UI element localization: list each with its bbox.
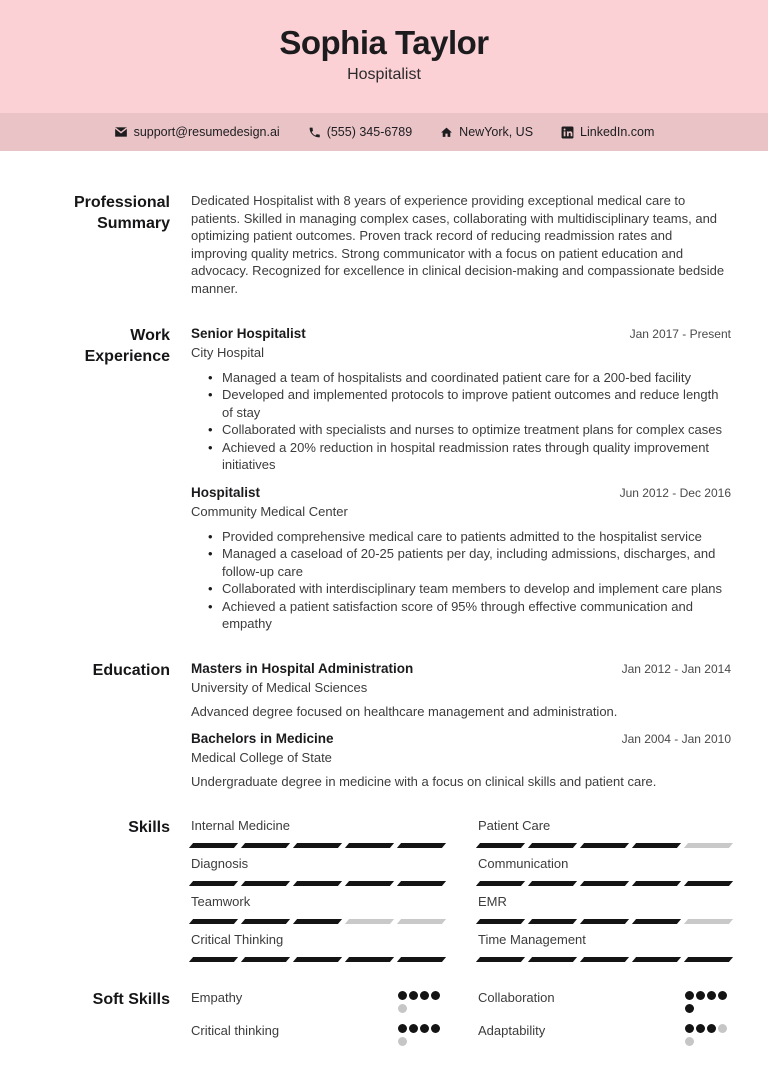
- job-bullet: • Achieved a 20% reduction in hospital readmission rates through quality improvement initiatives: [191, 439, 731, 474]
- degree-description: Undergraduate degree in medicine with a focus on clinical skills and patient care.: [191, 773, 657, 789]
- envelope-icon: [114, 125, 128, 139]
- skill-bar-segment: [580, 919, 629, 924]
- skill-bar-segment: [528, 881, 577, 886]
- skill-bar-segment: [397, 919, 446, 924]
- home-icon: [440, 126, 453, 139]
- linkedin-icon: [561, 126, 574, 139]
- skill-bar-segment: [189, 881, 238, 886]
- rating-dot: [398, 991, 407, 1000]
- rating-dot: [431, 1024, 440, 1033]
- rating-dot: [707, 1024, 716, 1033]
- skill-bar-segment: [189, 919, 238, 924]
- rating-dot: [398, 1024, 407, 1033]
- skill-name: Time Management: [478, 931, 586, 947]
- degree-title: Bachelors in Medicine: [191, 730, 334, 746]
- skill-bar-segment: [345, 881, 394, 886]
- skill-bar: [191, 919, 444, 924]
- skill-bar-segment: [580, 957, 629, 962]
- skill-name: Teamwork: [191, 893, 251, 909]
- skill-bar-segment: [684, 881, 733, 886]
- rating-dot: [685, 1004, 694, 1013]
- skill-bar-segment: [528, 919, 577, 924]
- skill-bar-segment: [397, 843, 446, 848]
- soft-skill-dots: [685, 1024, 731, 1046]
- job-bullet: • Developed and implemented protocols to improve patient outcomes and reduce length of stay: [191, 386, 731, 421]
- contact-phone: [308, 125, 412, 139]
- skill-bar-segment: [684, 957, 733, 962]
- section-work-experience: [0, 325, 768, 633]
- skill-bar-segment: [580, 843, 629, 848]
- soft-skill-dots: [398, 991, 444, 1013]
- section-education: [0, 660, 768, 790]
- skill-item: [478, 931, 731, 962]
- resume-header: [0, 0, 768, 113]
- skill-bar-segment: [528, 957, 577, 962]
- contact-location: [440, 125, 533, 139]
- skill-bar-segment: [632, 881, 681, 886]
- skill-bar: [191, 843, 444, 848]
- section-professional-summary: [0, 192, 768, 298]
- skill-bar-segment: [293, 881, 342, 886]
- person-name: Sophia Taylor: [279, 24, 489, 61]
- contact-linkedin[interactable]: [561, 125, 654, 139]
- skill-bar-segment: [476, 957, 525, 962]
- skill-bar-segment: [293, 919, 342, 924]
- rating-dot: [707, 991, 716, 1000]
- phone-icon: [308, 126, 321, 139]
- skill-bar-segment: [345, 919, 394, 924]
- skill-bar-segment: [580, 881, 629, 886]
- rating-dot: [420, 1024, 429, 1033]
- skill-item: [478, 893, 731, 924]
- skill-bar-segment: [189, 843, 238, 848]
- contact-phone-text: (555) 345-6789: [326, 125, 413, 139]
- soft-skill-item: [478, 989, 731, 1013]
- skill-bar: [191, 881, 444, 886]
- section-label: Work Experience: [84, 326, 170, 365]
- education-entry: [191, 730, 731, 790]
- job-bullet: • Managed a team of hospitalists and coordinated patient care for a 200-bed facility: [191, 369, 731, 387]
- skill-bar-segment: [397, 881, 446, 886]
- contact-linkedin-text: LinkedIn.com: [580, 125, 655, 139]
- soft-skills-grid: [191, 989, 731, 1046]
- job-bullet-list: [191, 369, 731, 474]
- rating-dot: [409, 1024, 418, 1033]
- rating-dot: [398, 1037, 407, 1046]
- degree-dates: Jan 2004 - Jan 2010: [621, 731, 731, 746]
- soft-skill-dots: [398, 1024, 444, 1046]
- contact-location-text: NewYork, US: [459, 125, 534, 139]
- job-company: City Hospital: [191, 344, 264, 360]
- soft-skill-item: [478, 1022, 731, 1046]
- rating-dot: [696, 991, 705, 1000]
- degree-dates: Jan 2012 - Jan 2014: [621, 661, 731, 676]
- skill-bar-segment: [241, 843, 290, 848]
- job-title: Hospitalist: [191, 484, 261, 500]
- school-name: Medical College of State: [191, 749, 332, 765]
- skill-bar-segment: [476, 919, 525, 924]
- section-label: Skills: [128, 818, 170, 836]
- skill-name: EMR: [478, 893, 507, 909]
- job-bullet: • Collaborated with interdisciplinary team members to develop and implement care plans: [191, 580, 731, 598]
- soft-skill-name: Critical thinking: [191, 1022, 280, 1038]
- job-bullet: • Achieved a patient satisfaction score of 95% through effective communication and empathy: [191, 598, 731, 633]
- rating-dot: [420, 991, 429, 1000]
- skill-bar: [478, 919, 731, 924]
- skill-bar-segment: [345, 843, 394, 848]
- job-dates: Jan 2017 - Present: [629, 326, 731, 341]
- skill-bar: [478, 957, 731, 962]
- rating-dot: [685, 991, 694, 1000]
- section-label: Education: [92, 661, 170, 679]
- skill-item: [478, 855, 731, 886]
- skill-name: Patient Care: [478, 817, 551, 833]
- skill-bar-segment: [632, 957, 681, 962]
- contact-email[interactable]: [114, 125, 280, 139]
- skill-bar-segment: [397, 957, 446, 962]
- skill-bar-segment: [476, 843, 525, 848]
- job-title: Senior Hospitalist: [191, 325, 306, 341]
- soft-skill-name: Collaboration: [478, 989, 555, 1005]
- skill-name: Diagnosis: [191, 855, 249, 871]
- summary-text: Dedicated Hospitalist with 8 years of experience providing exceptional medical care to patients. Skilled in managing complex cases, collaborating with multidisciplinary teams, and optimizing patient outcomes. Proven track record of reducing readmission rates and improving quality metrics. Strong communicator with a focus on patient education and advocacy. Recognized for excellence in clinical decision-making and compassionate bedside manner.: [191, 193, 725, 296]
- skill-name: Critical Thinking: [191, 931, 284, 947]
- section-label: Professional Summary: [73, 194, 170, 232]
- job-company: Community Medical Center: [191, 503, 348, 519]
- skill-bar-segment: [632, 843, 681, 848]
- rating-dot: [696, 1024, 705, 1033]
- soft-skill-item: [191, 1022, 444, 1046]
- skill-bar-segment: [293, 843, 342, 848]
- rating-dot: [718, 1024, 727, 1033]
- rating-dot: [685, 1037, 694, 1046]
- skill-item: [191, 817, 444, 848]
- skill-name: Internal Medicine: [191, 817, 290, 833]
- skill-item: [478, 817, 731, 848]
- degree-description: Advanced degree focused on healthcare management and administration.: [191, 703, 618, 719]
- skill-item: [191, 855, 444, 886]
- rating-dot: [718, 991, 727, 1000]
- rating-dot: [398, 1004, 407, 1013]
- person-title: Hospitalist: [347, 66, 421, 83]
- soft-skill-name: Adaptability: [478, 1022, 546, 1038]
- contact-email-text: support@resumedesign.ai: [133, 125, 280, 139]
- skill-item: [191, 893, 444, 924]
- section-soft-skills: [0, 989, 768, 1046]
- job-bullet-list: [191, 528, 731, 633]
- school-name: University of Medical Sciences: [191, 679, 368, 695]
- skill-bar-segment: [528, 843, 577, 848]
- contact-bar: [0, 113, 768, 151]
- skill-bar-segment: [293, 957, 342, 962]
- job-bullet: • Managed a caseload of 20-25 patients per day, including admissions, discharges, and follow-up care: [191, 545, 731, 580]
- skill-name: Communication: [478, 855, 569, 871]
- skill-bar-segment: [684, 843, 733, 848]
- soft-skill-item: [191, 989, 444, 1013]
- degree-title: Masters in Hospital Administration: [191, 660, 414, 676]
- skill-bar-segment: [476, 881, 525, 886]
- rating-dot: [685, 1024, 694, 1033]
- skill-bar-segment: [241, 881, 290, 886]
- skill-bar: [478, 843, 731, 848]
- rating-dot: [431, 991, 440, 1000]
- section-skills: [0, 817, 768, 962]
- soft-skill-name: Empathy: [191, 989, 243, 1005]
- skill-bar-segment: [241, 957, 290, 962]
- soft-skill-dots: [685, 991, 731, 1013]
- skill-bar-segment: [189, 957, 238, 962]
- job-bullet: • Provided comprehensive medical care to patients admitted to the hospitalist service: [191, 528, 731, 546]
- section-label: Soft Skills: [92, 990, 170, 1008]
- skills-grid: [191, 817, 731, 962]
- skill-bar-segment: [345, 957, 394, 962]
- job-bullet: • Collaborated with specialists and nurses to optimize treatment plans for complex cases: [191, 421, 731, 439]
- skill-bar: [191, 957, 444, 962]
- job-entry: [191, 325, 731, 474]
- job-entry: [191, 484, 731, 633]
- skill-bar-segment: [684, 919, 733, 924]
- skill-bar-segment: [632, 919, 681, 924]
- job-dates: Jun 2012 - Dec 2016: [619, 485, 731, 500]
- skill-item: [191, 931, 444, 962]
- education-entry: [191, 660, 731, 720]
- skill-bar-segment: [241, 919, 290, 924]
- resume-body: [0, 151, 768, 1046]
- rating-dot: [409, 991, 418, 1000]
- skill-bar: [478, 881, 731, 886]
